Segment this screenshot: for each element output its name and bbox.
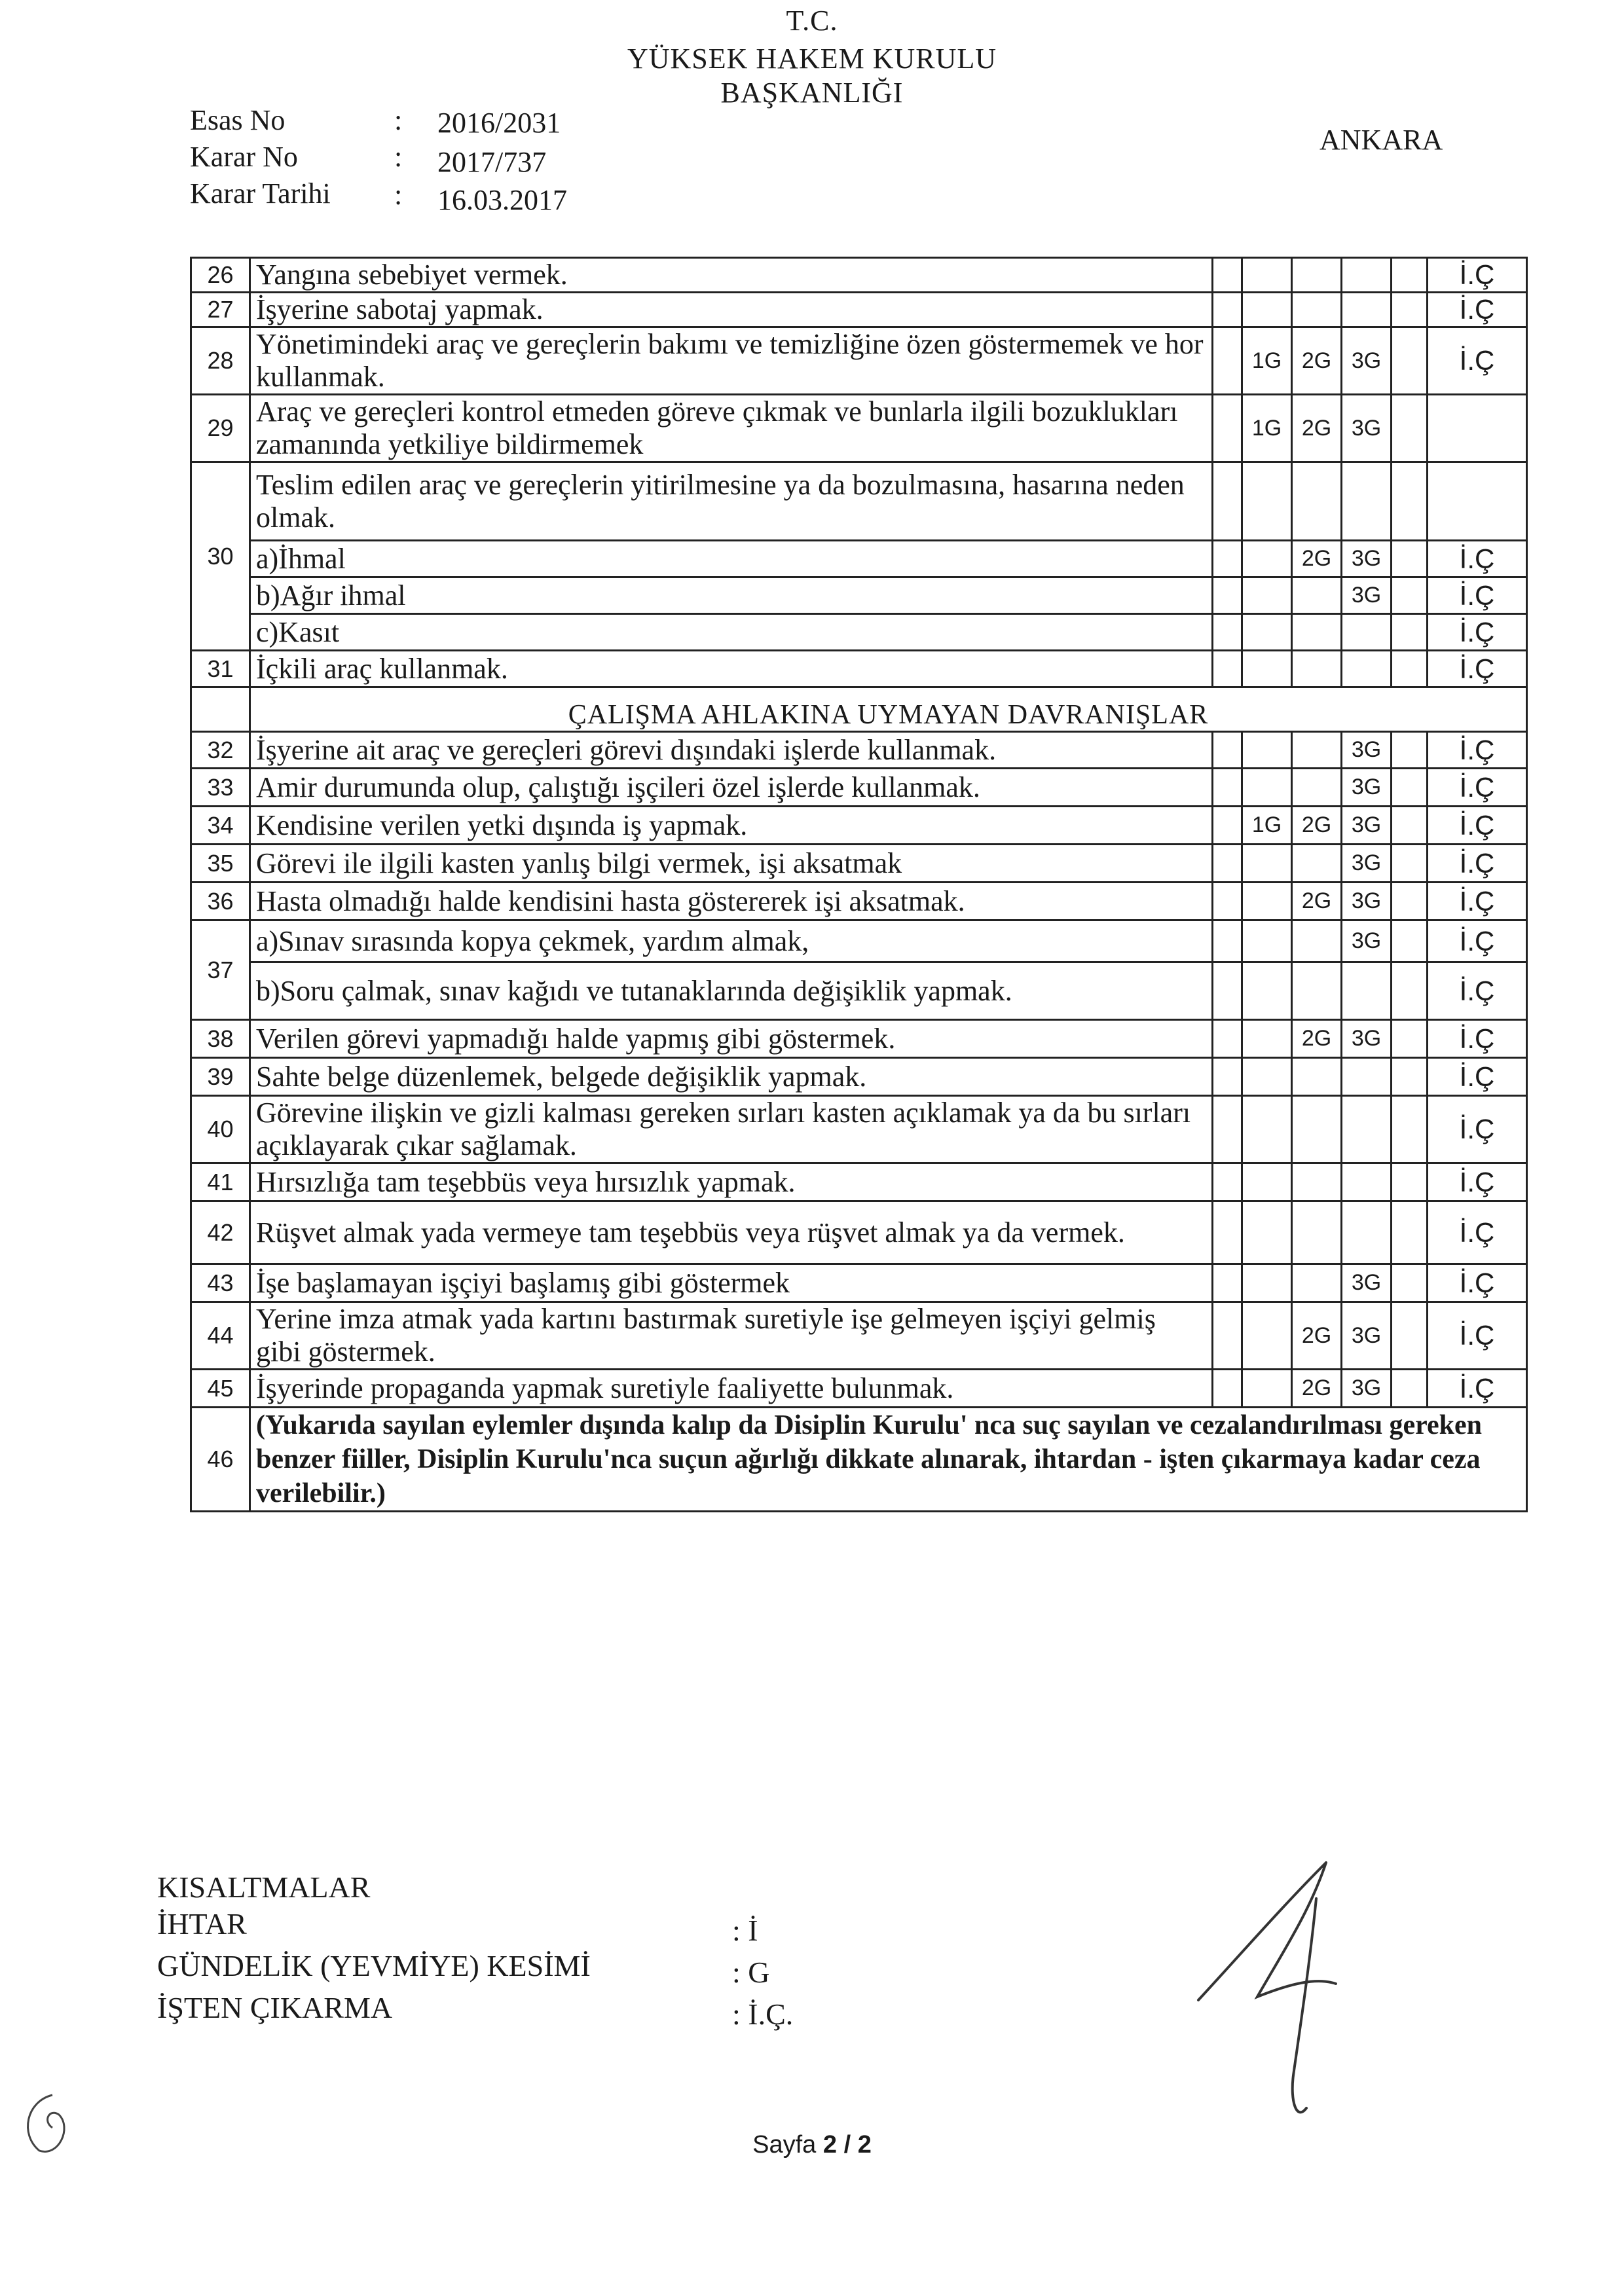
- abbr-label-gundelik: GÜNDELİK (YEVMİYE) KESİMİ: [157, 1949, 591, 1982]
- abbr-label-ihtar: İHTAR: [157, 1907, 247, 1941]
- penalty-blank-cell: [1392, 577, 1428, 614]
- penalty-termination: İ.Ç: [1428, 1058, 1527, 1096]
- row-number: 30: [191, 462, 250, 651]
- penalty-3g: 3G: [1342, 327, 1392, 395]
- penalty-1g: [1242, 845, 1292, 883]
- penalty-blank-cell: [1213, 541, 1242, 577]
- penalty-2g: [1292, 614, 1342, 651]
- penalty-blank-cell: [1392, 1096, 1428, 1163]
- penalty-2g: [1292, 962, 1342, 1020]
- row-description: Rüşvet almak yada vermeye tam teşebbüs veya rüşvet almak ya da vermek.: [250, 1201, 1213, 1264]
- table-row: [191, 651, 1527, 687]
- penalty-blank-cell: [1213, 845, 1242, 883]
- table-row: [191, 1264, 1527, 1302]
- penalty-termination: İ.Ç: [1428, 1201, 1527, 1264]
- row-number: 39: [191, 1058, 250, 1096]
- penalty-blank-cell: [1392, 651, 1428, 687]
- penalty-3g: [1342, 962, 1392, 1020]
- section-blank-cell: [191, 687, 250, 732]
- penalty-blank-cell: [1392, 1201, 1428, 1264]
- penalty-blank-cell: [1392, 462, 1428, 541]
- row-number: 44: [191, 1302, 250, 1370]
- row-description: Yönetimindeki araç ve gereçlerin bakımı ve temizliğine özen göstermemek ve hor kullanmak.: [250, 327, 1213, 395]
- table-row: [191, 1302, 1527, 1370]
- row-description: İşyerinde propaganda yapmak suretiyle faaliyette bulunmak.: [250, 1370, 1213, 1408]
- page-total: 2: [857, 2131, 872, 2159]
- row-number: 38: [191, 1020, 250, 1058]
- penalty-blank-cell: [1392, 1264, 1428, 1302]
- penalty-termination: İ.Ç: [1428, 258, 1527, 293]
- penalty-termination: İ.Ç: [1428, 327, 1527, 395]
- penalty-2g: [1292, 920, 1342, 962]
- penalty-3g: 3G: [1342, 1020, 1392, 1058]
- penalty-termination: İ.Ç: [1428, 1163, 1527, 1201]
- penalty-blank-cell: [1213, 1096, 1242, 1163]
- row-number: 29: [191, 395, 250, 462]
- penalty-2g: [1292, 732, 1342, 769]
- penalty-1g: [1242, 883, 1292, 920]
- penalty-blank-cell: [1213, 395, 1242, 462]
- penalty-blank-cell: [1392, 395, 1428, 462]
- penalty-1g: [1242, 614, 1292, 651]
- page-current: 2: [822, 2131, 838, 2159]
- row-description: Amir durumunda olup, çalıştığı işçileri özel işlerde kullanmak.: [250, 769, 1213, 807]
- penalty-blank-cell: [1213, 769, 1242, 807]
- penalty-2g: [1292, 651, 1342, 687]
- table-row: [191, 1201, 1527, 1264]
- city: ANKARA: [1320, 124, 1443, 156]
- row-description: a)İhmal: [250, 541, 1213, 577]
- table-row: [191, 920, 1527, 962]
- penalty-blank-cell: [1392, 327, 1428, 395]
- penalty-3g: 3G: [1342, 769, 1392, 807]
- penalty-2g: 2G: [1292, 327, 1342, 395]
- header-top-line: T.C.: [786, 5, 838, 37]
- penalty-1g: [1242, 1058, 1292, 1096]
- penalty-2g: [1292, 1264, 1342, 1302]
- penalty-blank-cell: [1392, 1370, 1428, 1408]
- meta-colon: :: [394, 141, 403, 173]
- abbr-value-isten: : İ.Ç.: [732, 1997, 794, 2031]
- penalty-3g: 3G: [1342, 920, 1392, 962]
- table-row: [191, 293, 1527, 327]
- penalty-blank-cell: [1213, 962, 1242, 1020]
- penalty-termination: İ.Ç: [1428, 845, 1527, 883]
- row-description: İçkili araç kullanmak.: [250, 651, 1213, 687]
- table-row: [191, 1096, 1527, 1163]
- table-row: [191, 614, 1527, 651]
- penalty-3g: 3G: [1342, 807, 1392, 845]
- signature-scribble: [1185, 1859, 1434, 2134]
- penalty-blank-cell: [1213, 1058, 1242, 1096]
- penalty-blank-cell: [1392, 614, 1428, 651]
- penalty-3g: [1342, 462, 1392, 541]
- penalty-table: [190, 257, 1528, 1512]
- row-number: 42: [191, 1201, 250, 1264]
- penalty-termination: İ.Ç: [1428, 1096, 1527, 1163]
- table-row-final: [191, 1408, 1527, 1512]
- penalty-2g: [1292, 293, 1342, 327]
- penalty-2g: [1292, 1096, 1342, 1163]
- penalty-2g: 2G: [1292, 541, 1342, 577]
- final-clause: (Yukarıda sayılan eylemler dışında kalıp da Disiplin Kurulu' nca suç sayılan ve cezalandırılması gereken benzer fiiller, Disiplin Kurulu'nca suçun ağırlığı dikkate alınarak, ihtardan - işten çıkarmaya kadar ceza verilebilir.): [250, 1408, 1527, 1512]
- table-row: [191, 258, 1527, 293]
- penalty-termination: İ.Ç: [1428, 807, 1527, 845]
- row-number: 31: [191, 651, 250, 687]
- meta-value-karar: 2017/737: [437, 146, 547, 178]
- penalty-3g: [1342, 614, 1392, 651]
- row-number: 28: [191, 327, 250, 395]
- penalty-2g: [1292, 769, 1342, 807]
- penalty-3g: [1342, 1058, 1392, 1096]
- penalty-blank-cell: [1213, 1370, 1242, 1408]
- row-number: 40: [191, 1096, 250, 1163]
- penalty-termination: İ.Ç: [1428, 1020, 1527, 1058]
- row-number: 32: [191, 732, 250, 769]
- penalty-2g: [1292, 845, 1342, 883]
- penalty-blank-cell: [1392, 807, 1428, 845]
- row-number: 26: [191, 258, 250, 293]
- org-subtitle: BAŞKANLIĞI: [720, 77, 904, 109]
- penalty-blank-cell: [1213, 577, 1242, 614]
- penalty-termination: İ.Ç: [1428, 962, 1527, 1020]
- penalty-blank-cell: [1392, 883, 1428, 920]
- table-row: [191, 541, 1527, 577]
- row-description: İşyerine ait araç ve gereçleri görevi dışındaki işlerde kullanmak.: [250, 732, 1213, 769]
- penalty-blank-cell: [1392, 769, 1428, 807]
- penalty-blank-cell: [1392, 1302, 1428, 1370]
- penalty-termination: İ.Ç: [1428, 293, 1527, 327]
- page-number: [0, 2131, 1624, 2159]
- penalty-blank-cell: [1213, 614, 1242, 651]
- row-description: Verilen görevi yapmadığı halde yapmış gibi göstermek.: [250, 1020, 1213, 1058]
- table-row: [191, 1020, 1527, 1058]
- penalty-blank-cell: [1213, 651, 1242, 687]
- penalty-blank-cell: [1213, 920, 1242, 962]
- penalty-2g: [1292, 1058, 1342, 1096]
- row-number: 34: [191, 807, 250, 845]
- penalty-1g: [1242, 293, 1292, 327]
- penalty-3g: [1342, 1163, 1392, 1201]
- penalty-blank-cell: [1213, 1201, 1242, 1264]
- table-row: [191, 1370, 1527, 1408]
- penalty-termination: İ.Ç: [1428, 577, 1527, 614]
- penalty-2g: 2G: [1292, 1020, 1342, 1058]
- table-row: [191, 732, 1527, 769]
- penalty-1g: [1242, 1302, 1292, 1370]
- table-row: [191, 845, 1527, 883]
- penalty-termination: İ.Ç: [1428, 1264, 1527, 1302]
- penalty-2g: [1292, 462, 1342, 541]
- row-number: 45: [191, 1370, 250, 1408]
- penalty-2g: 2G: [1292, 1302, 1342, 1370]
- table-row: [191, 462, 1527, 541]
- row-description: Kendisine verilen yetki dışında iş yapmak.: [250, 807, 1213, 845]
- table-row: [191, 807, 1527, 845]
- penalty-2g: [1292, 1201, 1342, 1264]
- penalty-3g: [1342, 293, 1392, 327]
- org-name: YÜKSEK HAKEM KURULU: [627, 43, 997, 75]
- row-description: b)Ağır ihmal: [250, 577, 1213, 614]
- penalty-1g: 1G: [1242, 327, 1292, 395]
- penalty-2g: 2G: [1292, 807, 1342, 845]
- row-description: İşyerine sabotaj yapmak.: [250, 293, 1213, 327]
- penalty-1g: [1242, 651, 1292, 687]
- penalty-blank-cell: [1213, 1302, 1242, 1370]
- section-row: [191, 687, 1527, 732]
- penalty-3g: 3G: [1342, 845, 1392, 883]
- penalty-blank-cell: [1213, 883, 1242, 920]
- penalty-2g: 2G: [1292, 395, 1342, 462]
- penalty-blank-cell: [1213, 327, 1242, 395]
- row-description: Görevi ile ilgili kasten yanlış bilgi vermek, işi aksatmak: [250, 845, 1213, 883]
- row-description: Görevine ilişkin ve gizli kalması gereken sırları kasten açıklamak ya da bu sırları açıklayarak çıkar sağlamak.: [250, 1096, 1213, 1163]
- abbr-label-isten: İŞTEN ÇIKARMA: [157, 1991, 393, 2024]
- penalty-2g: 2G: [1292, 1370, 1342, 1408]
- row-number: 33: [191, 769, 250, 807]
- penalty-blank-cell: [1213, 293, 1242, 327]
- row-description: Teslim edilen araç ve gereçlerin yitirilmesine ya da bozulmasına, hasarına neden olmak.: [250, 462, 1213, 541]
- row-number: 46: [191, 1408, 250, 1512]
- meta-colon: :: [394, 179, 403, 211]
- table-row: [191, 395, 1527, 462]
- penalty-3g: 3G: [1342, 395, 1392, 462]
- penalty-blank-cell: [1213, 807, 1242, 845]
- table-row: [191, 962, 1527, 1020]
- penalty-blank-cell: [1392, 541, 1428, 577]
- penalty-termination: İ.Ç: [1428, 732, 1527, 769]
- penalty-blank-cell: [1392, 1020, 1428, 1058]
- penalty-1g: [1242, 1370, 1292, 1408]
- penalty-blank-cell: [1392, 845, 1428, 883]
- penalty-termination: [1428, 395, 1527, 462]
- penalty-1g: 1G: [1242, 395, 1292, 462]
- penalty-3g: 3G: [1342, 1264, 1392, 1302]
- penalty-blank-cell: [1392, 1058, 1428, 1096]
- penalty-1g: [1242, 462, 1292, 541]
- penalty-blank-cell: [1213, 1264, 1242, 1302]
- row-number: 41: [191, 1163, 250, 1201]
- row-number: 43: [191, 1264, 250, 1302]
- row-description: Yerine imza atmak yada kartını bastırmak suretiyle işe gelmeyen işçiyi gelmiş gibi göstermek.: [250, 1302, 1213, 1370]
- penalty-3g: [1342, 1201, 1392, 1264]
- row-description: Araç ve gereçleri kontrol etmeden göreve çıkmak ve bunlarla ilgili bozuklukları zamanında yetkiliye bildirmemek: [250, 395, 1213, 462]
- penalty-1g: [1242, 1264, 1292, 1302]
- row-number: 27: [191, 293, 250, 327]
- penalty-1g: [1242, 1096, 1292, 1163]
- penalty-1g: [1242, 1201, 1292, 1264]
- row-number: 37: [191, 920, 250, 1020]
- penalty-1g: [1242, 258, 1292, 293]
- penalty-3g: 3G: [1342, 1370, 1392, 1408]
- penalty-termination: İ.Ç: [1428, 651, 1527, 687]
- penalty-1g: 1G: [1242, 807, 1292, 845]
- row-description: Sahte belge düzenlemek, belgede değişiklik yapmak.: [250, 1058, 1213, 1096]
- table-row: [191, 883, 1527, 920]
- penalty-1g: [1242, 962, 1292, 1020]
- penalty-2g: [1292, 258, 1342, 293]
- page-separator: /: [843, 2131, 851, 2159]
- penalty-3g: 3G: [1342, 541, 1392, 577]
- penalty-termination: İ.Ç: [1428, 1370, 1527, 1408]
- penalty-blank-cell: [1213, 1020, 1242, 1058]
- penalty-3g: 3G: [1342, 883, 1392, 920]
- penalty-3g: [1342, 1096, 1392, 1163]
- table-row: [191, 769, 1527, 807]
- penalty-1g: [1242, 920, 1292, 962]
- penalty-termination: İ.Ç: [1428, 920, 1527, 962]
- row-number: 36: [191, 883, 250, 920]
- meta-label-karar: Karar No: [190, 141, 298, 173]
- penalty-blank-cell: [1213, 1163, 1242, 1201]
- row-description: c)Kasıt: [250, 614, 1213, 651]
- penalty-3g: [1342, 651, 1392, 687]
- penalty-termination: İ.Ç: [1428, 614, 1527, 651]
- abbr-value-gundelik: : G: [732, 1956, 770, 1989]
- row-description: b)Soru çalmak, sınav kağıdı ve tutanaklarında değişiklik yapmak.: [250, 962, 1213, 1020]
- penalty-1g: [1242, 732, 1292, 769]
- penalty-termination: [1428, 462, 1527, 541]
- penalty-3g: 3G: [1342, 1302, 1392, 1370]
- abbr-value-ihtar: : İ: [732, 1914, 758, 1947]
- penalty-blank-cell: [1392, 920, 1428, 962]
- penalty-1g: [1242, 541, 1292, 577]
- penalty-3g: 3G: [1342, 577, 1392, 614]
- row-description: Hasta olmadığı halde kendisini hasta göstererek işi aksatmak.: [250, 883, 1213, 920]
- penalty-blank-cell: [1392, 962, 1428, 1020]
- penalty-1g: [1242, 769, 1292, 807]
- penalty-blank-cell: [1213, 258, 1242, 293]
- meta-value-esas: 2016/2031: [437, 107, 561, 139]
- table-row: [191, 1163, 1527, 1201]
- row-description: İşe başlamayan işçiyi başlamış gibi göstermek: [250, 1264, 1213, 1302]
- penalty-blank-cell: [1213, 462, 1242, 541]
- penalty-1g: [1242, 1020, 1292, 1058]
- penalty-blank-cell: [1213, 732, 1242, 769]
- row-description: Yangına sebebiyet vermek.: [250, 258, 1213, 293]
- row-description: Hırsızlığa tam teşebbüs veya hırsızlık yapmak.: [250, 1163, 1213, 1201]
- penalty-termination: İ.Ç: [1428, 541, 1527, 577]
- penalty-blank-cell: [1392, 293, 1428, 327]
- penalty-3g: [1342, 258, 1392, 293]
- penalty-2g: 2G: [1292, 883, 1342, 920]
- penalty-termination: İ.Ç: [1428, 769, 1527, 807]
- meta-label-esas: Esas No: [190, 104, 286, 136]
- penalty-termination: İ.Ç: [1428, 883, 1527, 920]
- row-number: 35: [191, 845, 250, 883]
- penalty-blank-cell: [1392, 732, 1428, 769]
- row-description: a)Sınav sırasında kopya çekmek, yardım almak,: [250, 920, 1213, 962]
- penalty-blank-cell: [1392, 258, 1428, 293]
- meta-label-tarih: Karar Tarihi: [190, 177, 331, 210]
- page-prefix: Sayfa: [752, 2131, 817, 2159]
- penalty-3g: 3G: [1342, 732, 1392, 769]
- table-row: [191, 577, 1527, 614]
- table-row: [191, 327, 1527, 395]
- table-row: [191, 1058, 1527, 1096]
- meta-value-tarih: 16.03.2017: [437, 184, 567, 216]
- penalty-2g: [1292, 577, 1342, 614]
- section-title: ÇALIŞMA AHLAKINA UYMAYAN DAVRANIŞLAR: [250, 687, 1527, 732]
- meta-colon: :: [394, 104, 403, 136]
- penalty-termination: İ.Ç: [1428, 1302, 1527, 1370]
- abbreviations-heading: KISALTMALAR: [157, 1870, 371, 1904]
- penalty-2g: [1292, 1163, 1342, 1201]
- penalty-blank-cell: [1392, 1163, 1428, 1201]
- penalty-1g: [1242, 577, 1292, 614]
- penalty-1g: [1242, 1163, 1292, 1201]
